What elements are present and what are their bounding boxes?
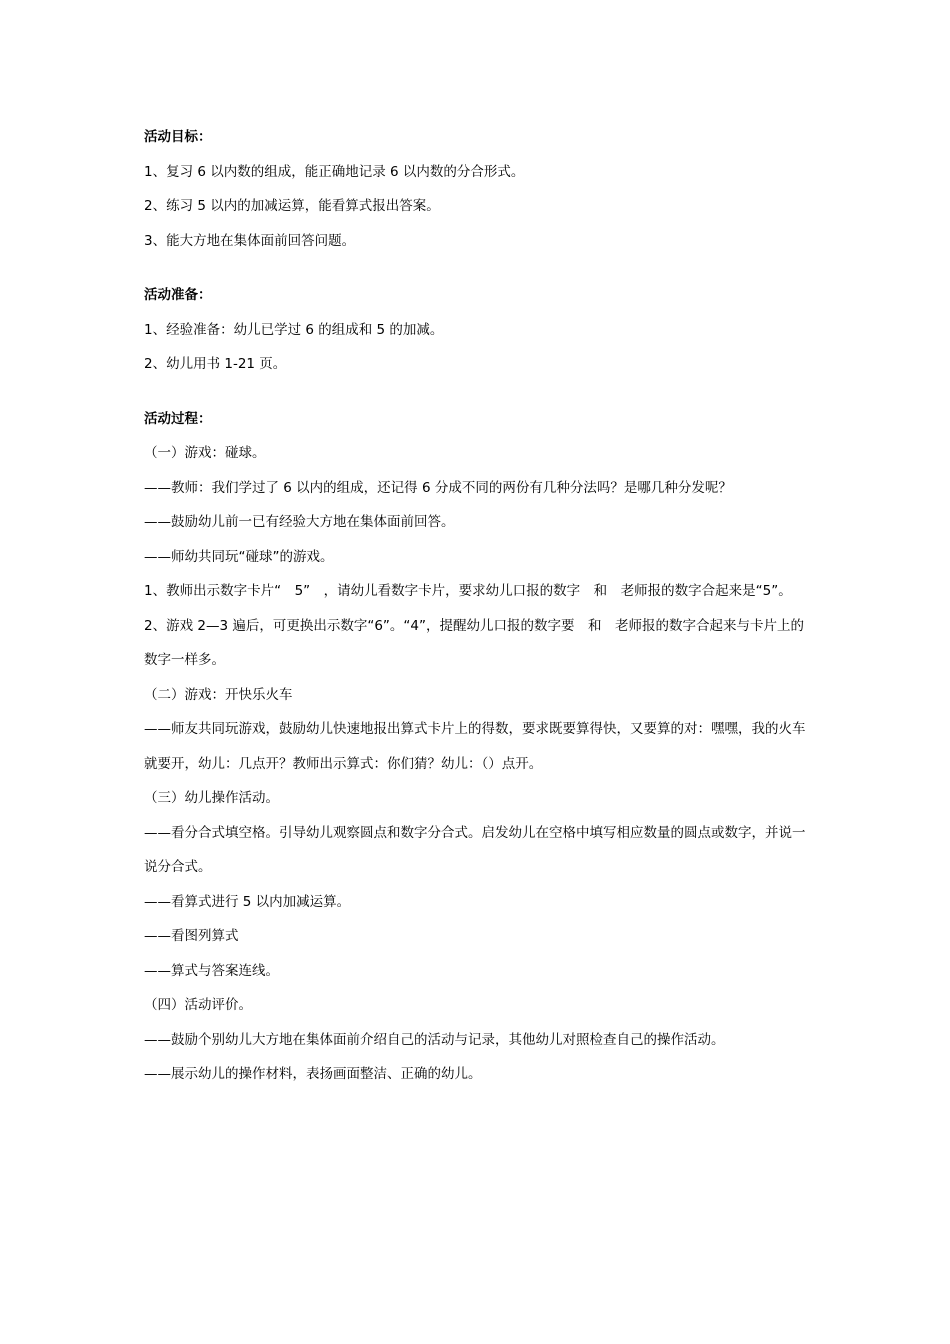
process-line: ——鼓励个别幼儿大方地在集体面前介绍自己的活动与记录，其他幼儿对照检查自己的操作活动。 xyxy=(144,1031,725,1048)
objective-item: 1、复习 6 以内数的组成，能正确地记录 6 以内数的分合形式。 xyxy=(144,163,525,180)
process-line: ——看分合式填空格。引导幼儿观察圆点和数字分合式。启发幼儿在空格中填写相应数量的圆点或数字，并说一说分合式。 xyxy=(144,824,806,875)
process-line: ——看图列算式 xyxy=(144,928,239,944)
process-line: ——看算式进行 5 以内加减运算。 xyxy=(144,893,351,910)
process-line: 2、游戏 2—3 遍后，可更换出示数字“6”。“4”，提醒幼儿口报的数字要 和 老师报的数字合起来与卡片上的数字一样多。 xyxy=(144,617,805,668)
process-line: 1、教师出示数字卡片“ 5” ，请幼儿看数字卡片，要求幼儿口报的数字 和 老师报的数字合起来是“5”。 xyxy=(144,583,792,599)
preparation-item: 1、经验准备：幼儿已学过 6 的组成和 5 的加减。 xyxy=(144,321,444,338)
objective-item: 3、能大方地在集体面前回答问题。 xyxy=(144,232,356,249)
process-line: （四）活动评价。 xyxy=(144,997,252,1013)
section-gap xyxy=(144,382,810,402)
process-line: ——师友共同玩游戏，鼓励幼儿快速地报出算式卡片上的得数，要求既要算得快，又要算的对：嘿嘿，我的火车就要开，幼儿：几点开？教师出示算式：你们猜？幼儿：（）点开。 xyxy=(144,721,806,772)
process-line: ——鼓励幼儿前一已有经验大方地在集体面前回答。 xyxy=(144,514,455,530)
process-line: ——教师：我们学过了 6 以内的组成，还记得 6 分成不同的两份有几种分法吗？是哪几种分发呢？ xyxy=(144,479,732,496)
process-line: ——展示幼儿的操作材料，表扬画面整洁、正确的幼儿。 xyxy=(144,1066,482,1082)
section-gap xyxy=(144,258,810,278)
process-heading: 活动过程： xyxy=(144,410,212,427)
process-line: （二）游戏：开快乐火车 xyxy=(144,686,293,703)
process-line: ——师幼共同玩“碰球”的游戏。 xyxy=(144,548,334,565)
process-line: （一）游戏：碰球。 xyxy=(144,445,266,461)
process-line: ——算式与答案连线。 xyxy=(144,962,279,979)
lesson-plan xyxy=(144,120,810,1092)
objectives-heading: 活动目标： xyxy=(144,129,212,145)
preparation-item: 2、幼儿用书 1-21 页。 xyxy=(144,356,287,372)
objective-item: 2、练习 5 以内的加减运算，能看算式报出答案。 xyxy=(144,198,440,214)
process-line: （三）幼儿操作活动。 xyxy=(144,790,279,806)
preparation-heading: 活动准备： xyxy=(144,287,212,303)
